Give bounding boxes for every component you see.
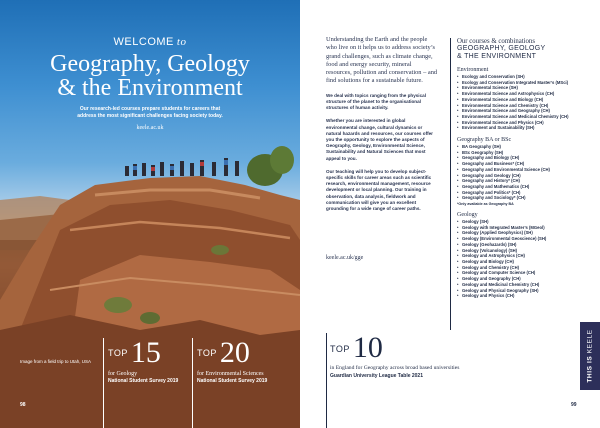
stat-geography-england xyxy=(330,333,470,379)
group-title-geography: Geography BA or BSc xyxy=(457,137,512,144)
intro-paragraph-2: Whether you are interested in global environmental change, cultural dynamics or natural hazards and resources, our courses offer you the opportunity to explore the aspects of Geography, Geology, Environmental Science, Sustainability and Natural Sciences that most appeal to you. xyxy=(326,118,433,161)
list-item: • BSc Geography (SH) xyxy=(457,150,582,156)
list-item: • Ecology and Conservation Integrated Master’s (MSci) xyxy=(457,80,582,86)
stat-environmental-sciences xyxy=(197,338,267,384)
intro-lead: Understanding the Earth and the people who live on it helps us to address society’s grand challenges, such as climate change, food and energy security, mineral resources, pollution and conservation – and find solutions for a sustainable future. xyxy=(326,36,438,85)
list-item: • Geography and Politics* (CH) xyxy=(457,190,582,196)
stat-divider-3 xyxy=(326,333,327,428)
list-item: • Geography and Business* (CH) xyxy=(457,161,582,167)
list-item: • Geology (Environmental Geoscience) (SH) xyxy=(457,236,582,242)
stat-number: 10 xyxy=(352,331,383,364)
stat-number: 15 xyxy=(130,336,161,369)
list-item: • Geography and Environmental Science (CH) xyxy=(457,167,582,173)
stat-survey: Guardian University League Table 2021 xyxy=(330,372,423,379)
list-item: • Environment and Sustainability (SH) xyxy=(457,125,582,131)
list-item: • Geography and Sociology* (CH) xyxy=(457,195,582,201)
stat-for: for Environmental Sciences xyxy=(197,371,264,377)
list-item: • BA Geography (SH) xyxy=(457,144,582,150)
stat-survey: National Student Survey 2019 xyxy=(108,378,179,384)
list-item: • Geology and Geography (CH) xyxy=(457,276,582,282)
stat-label: TOP xyxy=(197,348,217,358)
list-item: • Geology (SH) xyxy=(457,219,582,225)
column-divider xyxy=(450,38,451,330)
title-line-1: Geography, Geology xyxy=(50,51,250,77)
right-page xyxy=(300,0,600,428)
list-item: • Geology and Computer Science (CH) xyxy=(457,270,582,276)
welcome-label xyxy=(10,36,290,48)
list-item: • Geology and Medicinal Chemistry (CH) xyxy=(457,282,582,288)
list-item: • Ecology and Conservation (SH) xyxy=(457,74,582,80)
list-item: • Geology and Chemistry (CH) xyxy=(457,265,582,271)
group-title-geology: Geology xyxy=(457,212,478,219)
geography-footnote: *Only available as Geography BA xyxy=(457,202,514,207)
tab-text xyxy=(587,329,594,382)
list-item: • Environmental Science and Physics (CH) xyxy=(457,120,582,126)
list-item: • Geology with Integrated Master’s (MGeol) xyxy=(457,225,582,231)
courses-subject-line-1: GEOGRAPHY, GEOLOGY xyxy=(457,45,546,52)
group-title-environment: Environment xyxy=(457,67,489,73)
list-item: • Geology and Physical Geography (SH) xyxy=(457,288,582,294)
hero-block xyxy=(10,36,290,131)
title-line-2: & the Environment xyxy=(57,75,243,101)
list-item: • Geology and Physics (CH) xyxy=(457,293,582,299)
list-item: • Geology and Astrophysics (CH) xyxy=(457,253,582,259)
stat-label: TOP xyxy=(108,348,128,358)
stat-number: 20 xyxy=(219,336,250,369)
stat-geology xyxy=(108,338,178,384)
stat-divider-1 xyxy=(103,338,104,428)
stat-survey: National Student Survey 2019 xyxy=(197,378,268,384)
list-item: • Environmental Science and Geography (CH) xyxy=(457,108,582,114)
page-number-left: 98 xyxy=(20,402,26,408)
stat-divider-2 xyxy=(192,338,193,428)
intro-paragraph-3: Our teaching will help you to develop subject-specific skills for career areas such as scientific research, environmental management, resource development or local planning. Our training in observation, data analysis, fieldwork and communication will give you an excellent grounding for a wide range of career paths. xyxy=(326,168,432,212)
courses-subject-line-2: & THE ENVIRONMENT xyxy=(457,53,537,60)
stat-label: TOP xyxy=(330,344,350,354)
course-list-geology xyxy=(457,219,582,299)
welcome-text: WELCOME xyxy=(113,36,174,48)
course-list-geography xyxy=(457,144,582,201)
list-item: • Geology (Applied Geophysics) (SH) xyxy=(457,230,582,236)
intro-paragraph-1: We deal with topics ranging from the physical structure of the planet to the organisational structures of human activity. xyxy=(326,92,426,111)
page-title xyxy=(10,52,290,100)
stat-for: for Geology xyxy=(108,371,138,377)
this-is-keele-tab[interactable] xyxy=(580,322,600,390)
list-item: • Geology (Geohazards) (SH) xyxy=(457,242,582,248)
list-item: • Environmental Science and Astrophysics (CH) xyxy=(457,91,582,97)
list-item: • Environmental Science and Chemistry (CH) xyxy=(457,103,582,109)
hero-intro: Our research-led courses prepare students for careers that address the most significant challenges facing society today. xyxy=(77,106,223,119)
department-url[interactable]: keele.ac.uk/gge xyxy=(326,255,364,261)
photo-caption: Image from a field trip to Utah, USA xyxy=(20,359,92,364)
list-item: • Environmental Science (SH) xyxy=(457,85,582,91)
list-item: • Geography and Geology (CH) xyxy=(457,173,582,179)
intro-column xyxy=(326,36,438,212)
stat-for: in England for Geography across broad based universities xyxy=(330,365,460,371)
list-item: • Geology (Volcanology) (SH) xyxy=(457,248,582,254)
list-item: • Geography and History* (CH) xyxy=(457,178,582,184)
tab-this-is: THIS IS xyxy=(586,355,594,383)
courses-column xyxy=(457,38,582,299)
courses-heading: Our courses & combinations xyxy=(457,38,535,45)
hero-url[interactable]: keele.ac.uk xyxy=(136,125,164,131)
welcome-to: to xyxy=(176,36,187,48)
list-item: • Environmental Science and Medicinal Chemistry (CH) xyxy=(457,114,582,120)
course-list-environment xyxy=(457,74,582,131)
tab-keele: KEELE xyxy=(586,329,594,354)
list-item: • Geology and Biology (CH) xyxy=(457,259,582,265)
list-item: • Geography and Biology (CH) xyxy=(457,155,582,161)
list-item: • Geography and Mathematics (CH) xyxy=(457,184,582,190)
list-item: • Environmental Science and Biology (CH) xyxy=(457,97,582,103)
page-number-right: 99 xyxy=(571,402,577,408)
